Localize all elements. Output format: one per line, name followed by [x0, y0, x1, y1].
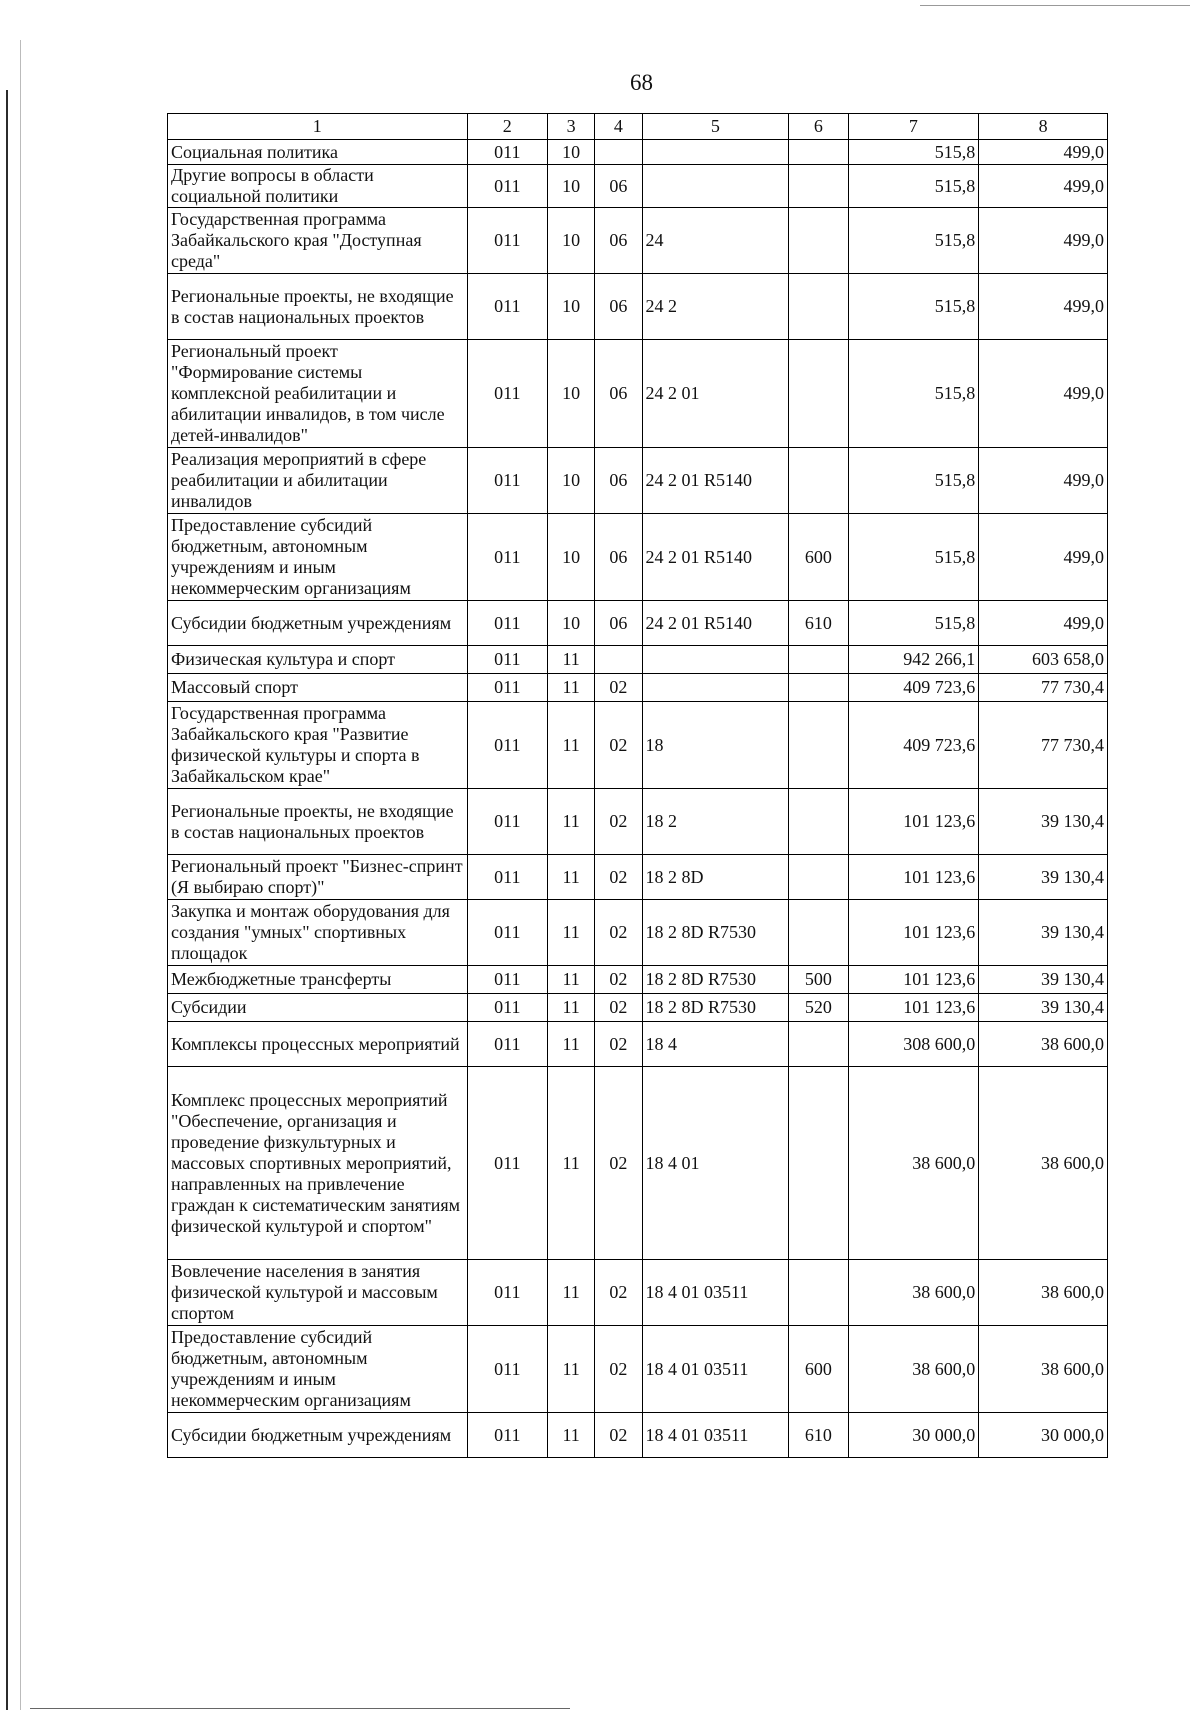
row-amount-year-2: 39 130,4 — [979, 900, 1108, 966]
row-code-target: 18 2 8D — [642, 855, 789, 900]
row-amount-year-1: 942 266,1 — [848, 646, 979, 674]
row-code-subsection — [595, 646, 642, 674]
row-code-section: 11 — [548, 702, 595, 789]
row-name: Региональный проект "Бизнес-спринт (Я выбираю спорт)" — [168, 855, 468, 900]
row-code-target — [642, 165, 789, 208]
row-code-admin: 011 — [467, 140, 547, 165]
row-amount-year-1: 38 600,0 — [848, 1326, 979, 1413]
row-code-section: 10 — [548, 140, 595, 165]
row-code-expense-type — [789, 140, 848, 165]
row-code-section: 10 — [548, 340, 595, 448]
row-code-section: 10 — [548, 165, 595, 208]
row-code-subsection: 06 — [595, 601, 642, 646]
row-amount-year-1: 515,8 — [848, 514, 979, 601]
row-code-expense-type — [789, 646, 848, 674]
row-amount-year-2: 38 600,0 — [979, 1022, 1108, 1067]
row-code-admin: 011 — [467, 994, 547, 1022]
row-name: Вовлечение населения в занятия физической культурой и массовым спортом — [168, 1260, 468, 1326]
row-name: Реализация мероприятий в сфере реабилитации и абилитации инвалидов — [168, 448, 468, 514]
header-col-1: 1 — [168, 114, 468, 140]
row-name: Государственная программа Забайкальского края "Доступная среда" — [168, 208, 468, 274]
row-amount-year-2: 499,0 — [979, 340, 1108, 448]
header-col-4: 4 — [595, 114, 642, 140]
table-row — [168, 601, 1108, 646]
row-amount-year-1: 101 123,6 — [848, 900, 979, 966]
row-code-expense-type — [789, 340, 848, 448]
header-col-8: 8 — [979, 114, 1108, 140]
row-code-section: 11 — [548, 966, 595, 994]
row-name: Региональный проект "Формирование системы комплексной реабилитации и абилитации инвалидов, в том числе детей-инвалидов" — [168, 340, 468, 448]
row-name: Субсидии — [168, 994, 468, 1022]
row-code-section: 11 — [548, 1326, 595, 1413]
row-code-expense-type — [789, 855, 848, 900]
row-code-expense-type — [789, 448, 848, 514]
row-code-admin: 011 — [467, 1413, 547, 1458]
row-code-target: 24 2 01 R5140 — [642, 601, 789, 646]
row-amount-year-2: 499,0 — [979, 208, 1108, 274]
row-amount-year-2: 39 130,4 — [979, 994, 1108, 1022]
table-row — [168, 900, 1108, 966]
row-code-subsection: 02 — [595, 1413, 642, 1458]
row-code-target: 18 — [642, 702, 789, 789]
row-code-section: 10 — [548, 601, 595, 646]
table-row — [168, 674, 1108, 702]
row-amount-year-1: 515,8 — [848, 340, 979, 448]
row-code-subsection: 02 — [595, 1326, 642, 1413]
row-amount-year-1: 308 600,0 — [848, 1022, 979, 1067]
row-code-expense-type — [789, 1260, 848, 1326]
table-body — [168, 140, 1108, 1458]
row-code-admin: 011 — [467, 702, 547, 789]
row-code-subsection: 02 — [595, 674, 642, 702]
row-code-section: 11 — [548, 674, 595, 702]
row-amount-year-1: 38 600,0 — [848, 1260, 979, 1326]
table-row — [168, 1022, 1108, 1067]
row-code-expense-type — [789, 789, 848, 855]
row-amount-year-1: 30 000,0 — [848, 1413, 979, 1458]
row-code-target: 18 2 8D R7530 — [642, 900, 789, 966]
table-row — [168, 140, 1108, 165]
row-code-subsection: 02 — [595, 900, 642, 966]
row-code-section: 10 — [548, 514, 595, 601]
row-code-target: 24 2 01 R5140 — [642, 514, 789, 601]
row-name: Массовый спорт — [168, 674, 468, 702]
row-code-subsection: 02 — [595, 702, 642, 789]
row-amount-year-2: 77 730,4 — [979, 702, 1108, 789]
row-code-expense-type: 500 — [789, 966, 848, 994]
row-amount-year-1: 101 123,6 — [848, 966, 979, 994]
row-amount-year-1: 515,8 — [848, 274, 979, 340]
row-code-expense-type — [789, 674, 848, 702]
row-code-expense-type — [789, 1022, 848, 1067]
row-code-expense-type: 600 — [789, 1326, 848, 1413]
row-code-target: 24 — [642, 208, 789, 274]
row-code-subsection: 02 — [595, 966, 642, 994]
row-amount-year-2: 499,0 — [979, 514, 1108, 601]
row-code-subsection: 06 — [595, 208, 642, 274]
row-code-subsection: 06 — [595, 514, 642, 601]
table-header — [168, 114, 1108, 140]
row-code-target: 18 4 — [642, 1022, 789, 1067]
row-code-admin: 011 — [467, 900, 547, 966]
header-col-6: 6 — [789, 114, 848, 140]
row-code-admin: 011 — [467, 274, 547, 340]
row-code-expense-type: 610 — [789, 1413, 848, 1458]
row-amount-year-2: 39 130,4 — [979, 789, 1108, 855]
row-code-target: 18 2 — [642, 789, 789, 855]
row-name: Комплекс процессных мероприятий "Обеспечение, организация и проведение физкультурных и массовых спортивных мероприятий, направленных на привлечение граждан к систематическим занятиям физической культурой и спортом" — [168, 1067, 468, 1260]
row-amount-year-1: 409 723,6 — [848, 702, 979, 789]
row-amount-year-2: 499,0 — [979, 448, 1108, 514]
row-code-subsection: 06 — [595, 340, 642, 448]
page-number: 68 — [630, 70, 653, 95]
table-row — [168, 702, 1108, 789]
row-code-section: 11 — [548, 1413, 595, 1458]
row-code-section: 11 — [548, 1067, 595, 1260]
table-row — [168, 646, 1108, 674]
row-code-section: 11 — [548, 994, 595, 1022]
row-code-target: 24 2 — [642, 274, 789, 340]
row-code-target: 18 4 01 — [642, 1067, 789, 1260]
row-code-expense-type — [789, 208, 848, 274]
row-code-target: 18 4 01 03511 — [642, 1260, 789, 1326]
row-amount-year-2: 603 658,0 — [979, 646, 1108, 674]
table-row — [168, 208, 1108, 274]
row-code-admin: 011 — [467, 1022, 547, 1067]
row-amount-year-2: 77 730,4 — [979, 674, 1108, 702]
header-col-3: 3 — [548, 114, 595, 140]
row-code-admin: 011 — [467, 789, 547, 855]
row-amount-year-2: 38 600,0 — [979, 1260, 1108, 1326]
row-code-subsection — [595, 140, 642, 165]
row-code-section: 11 — [548, 1260, 595, 1326]
row-name: Физическая культура и спорт — [168, 646, 468, 674]
row-name: Другие вопросы в области социальной политики — [168, 165, 468, 208]
row-amount-year-2: 499,0 — [979, 601, 1108, 646]
table-row — [168, 1067, 1108, 1260]
row-code-admin: 011 — [467, 1260, 547, 1326]
scan-edge-left-inner — [20, 40, 21, 1710]
row-code-section: 11 — [548, 1022, 595, 1067]
row-code-section: 11 — [548, 646, 595, 674]
row-code-admin: 011 — [467, 514, 547, 601]
row-amount-year-1: 515,8 — [848, 165, 979, 208]
row-code-section: 11 — [548, 789, 595, 855]
row-code-target: 24 2 01 — [642, 340, 789, 448]
row-code-expense-type: 520 — [789, 994, 848, 1022]
row-amount-year-1: 38 600,0 — [848, 1067, 979, 1260]
row-code-target: 24 2 01 R5140 — [642, 448, 789, 514]
row-code-target: 18 2 8D R7530 — [642, 966, 789, 994]
row-code-target — [642, 646, 789, 674]
row-name: Государственная программа Забайкальского края "Развитие физической культуры и спорта в Забайкальском крае" — [168, 702, 468, 789]
scan-edge-left — [6, 90, 8, 1710]
row-code-expense-type: 610 — [789, 601, 848, 646]
row-code-section: 10 — [548, 274, 595, 340]
row-amount-year-1: 101 123,6 — [848, 789, 979, 855]
row-name: Региональные проекты, не входящие в состав национальных проектов — [168, 789, 468, 855]
table-row — [168, 1260, 1108, 1326]
row-code-section: 10 — [548, 448, 595, 514]
budget-table — [167, 113, 1108, 1458]
row-code-admin: 011 — [467, 448, 547, 514]
row-amount-year-2: 30 000,0 — [979, 1413, 1108, 1458]
row-code-admin: 011 — [467, 646, 547, 674]
row-name: Межбюджетные трансферты — [168, 966, 468, 994]
row-code-admin: 011 — [467, 208, 547, 274]
row-code-subsection: 02 — [595, 1260, 642, 1326]
table-row — [168, 966, 1108, 994]
row-code-expense-type — [789, 274, 848, 340]
row-amount-year-2: 499,0 — [979, 274, 1108, 340]
table-row — [168, 1326, 1108, 1413]
row-code-section: 10 — [548, 208, 595, 274]
row-code-subsection: 06 — [595, 448, 642, 514]
row-code-expense-type — [789, 165, 848, 208]
row-name: Комплексы процессных мероприятий — [168, 1022, 468, 1067]
row-amount-year-2: 38 600,0 — [979, 1326, 1108, 1413]
row-code-admin: 011 — [467, 601, 547, 646]
row-amount-year-1: 515,8 — [848, 448, 979, 514]
table-row — [168, 994, 1108, 1022]
row-name: Субсидии бюджетным учреждениям — [168, 601, 468, 646]
row-name: Предоставление субсидий бюджетным, автономным учреждениям и иным некоммерческим организациям — [168, 514, 468, 601]
row-code-subsection: 02 — [595, 1022, 642, 1067]
table-row — [168, 855, 1108, 900]
row-amount-year-1: 101 123,6 — [848, 994, 979, 1022]
row-code-admin: 011 — [467, 340, 547, 448]
row-code-target: 18 4 01 03511 — [642, 1326, 789, 1413]
scan-edge-bottom — [30, 1708, 570, 1709]
table-row — [168, 448, 1108, 514]
row-code-section: 11 — [548, 855, 595, 900]
row-amount-year-2: 39 130,4 — [979, 855, 1108, 900]
row-code-subsection: 02 — [595, 855, 642, 900]
header-col-2: 2 — [467, 114, 547, 140]
row-amount-year-2: 38 600,0 — [979, 1067, 1108, 1260]
row-code-expense-type — [789, 702, 848, 789]
row-amount-year-2: 499,0 — [979, 165, 1108, 208]
row-amount-year-1: 515,8 — [848, 601, 979, 646]
table-row — [168, 165, 1108, 208]
row-name: Закупка и монтаж оборудования для создания "умных" спортивных площадок — [168, 900, 468, 966]
row-name: Региональные проекты, не входящие в состав национальных проектов — [168, 274, 468, 340]
row-name: Социальная политика — [168, 140, 468, 165]
row-code-admin: 011 — [467, 1067, 547, 1260]
header-col-5: 5 — [642, 114, 789, 140]
row-amount-year-2: 499,0 — [979, 140, 1108, 165]
row-code-target: 18 2 8D R7530 — [642, 994, 789, 1022]
row-amount-year-2: 39 130,4 — [979, 966, 1108, 994]
row-code-expense-type: 600 — [789, 514, 848, 601]
header-row — [168, 114, 1108, 140]
row-code-expense-type — [789, 1067, 848, 1260]
row-code-admin: 011 — [467, 1326, 547, 1413]
table-row — [168, 340, 1108, 448]
row-code-target — [642, 140, 789, 165]
row-code-subsection: 02 — [595, 994, 642, 1022]
table-row — [168, 1413, 1108, 1458]
row-code-subsection: 02 — [595, 789, 642, 855]
row-code-admin: 011 — [467, 855, 547, 900]
row-code-admin: 011 — [467, 165, 547, 208]
scan-edge-top — [920, 5, 1190, 6]
row-amount-year-1: 101 123,6 — [848, 855, 979, 900]
table-row — [168, 274, 1108, 340]
header-col-7: 7 — [848, 114, 979, 140]
row-code-section: 11 — [548, 900, 595, 966]
row-code-target — [642, 674, 789, 702]
row-amount-year-1: 515,8 — [848, 140, 979, 165]
row-code-expense-type — [789, 900, 848, 966]
row-name: Предоставление субсидий бюджетным, автономным учреждениям и иным некоммерческим организациям — [168, 1326, 468, 1413]
table-row — [168, 789, 1108, 855]
row-code-target: 18 4 01 03511 — [642, 1413, 789, 1458]
row-amount-year-1: 409 723,6 — [848, 674, 979, 702]
row-code-subsection: 06 — [595, 165, 642, 208]
row-code-admin: 011 — [467, 966, 547, 994]
row-name: Субсидии бюджетным учреждениям — [168, 1413, 468, 1458]
row-code-subsection: 02 — [595, 1067, 642, 1260]
row-code-admin: 011 — [467, 674, 547, 702]
row-amount-year-1: 515,8 — [848, 208, 979, 274]
row-code-subsection: 06 — [595, 274, 642, 340]
table-row — [168, 514, 1108, 601]
